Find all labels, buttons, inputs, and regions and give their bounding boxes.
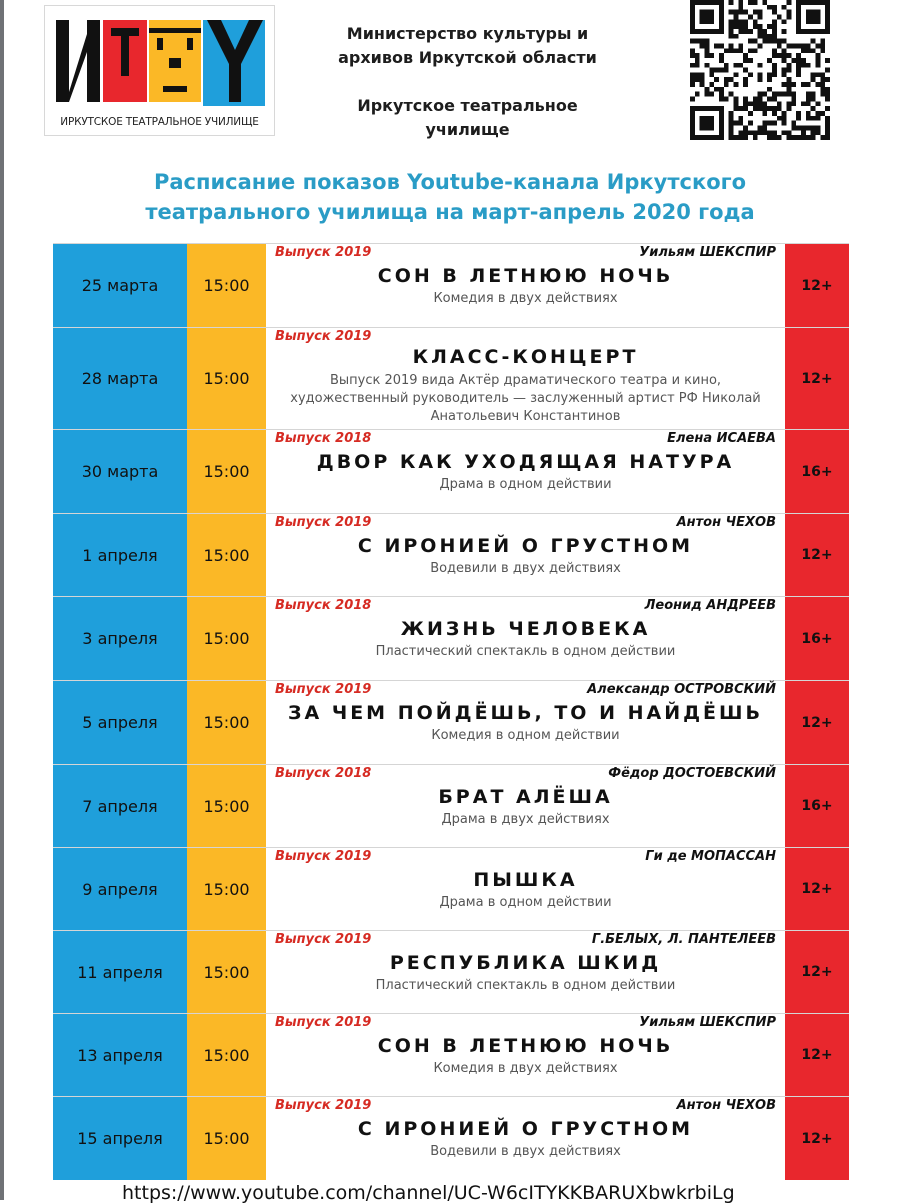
play-info [266,681,785,764]
play-title: БРАТ АЛЁША [438,786,613,808]
school-name [300,94,635,142]
release-year: Выпуск 2018 [275,766,372,781]
play-genre: Комедия в двух действиях [433,291,618,306]
schedule-row [53,1096,849,1180]
schedule-row [53,429,849,513]
play-title: РЕСПУБЛИКА ШКИД [389,952,662,974]
schedule-row [53,847,849,930]
play-info [266,514,785,596]
show-date: 3 апреля [53,597,187,680]
left-edge-rule [0,0,4,1200]
play-info [266,848,785,930]
show-date: 28 марта [53,328,187,429]
age-rating: 12+ [785,931,849,1013]
play-title: ПЫШКА [473,869,578,891]
age-rating: 12+ [785,514,849,596]
age-rating: 16+ [785,597,849,680]
play-author: Ги де МОПАССАН [645,849,776,864]
play-info [266,1014,785,1096]
show-time: 15:00 [187,514,266,596]
ministry-name [300,22,635,70]
play-author: Уильям ШЕКСПИР [639,245,776,260]
youtube-channel-link[interactable]: https://www.youtube.com/channel/UC-W6cITYKKBARUXbwkrbiLg [122,1182,735,1204]
show-date: 11 апреля [53,931,187,1013]
play-title: С ИРОНИЕЙ О ГРУСТНОМ [357,1118,694,1140]
show-time: 15:00 [187,765,266,847]
play-author: Антон ЧЕХОВ [676,515,776,530]
release-year: Выпуск 2018 [275,598,372,613]
schedule-row [53,327,849,429]
play-title: ДВОР КАК УХОДЯЩАЯ НАТУРА [316,451,735,473]
show-date: 15 апреля [53,1097,187,1180]
show-date: 30 марта [53,430,187,513]
schedule-row [53,1013,849,1096]
age-rating: 12+ [785,681,849,764]
play-info [266,430,785,513]
age-rating: 16+ [785,430,849,513]
schedule-row [53,680,849,764]
show-time: 15:00 [187,430,266,513]
play-title: СОН В ЛЕТНЮЮ НОЧЬ [377,1035,674,1057]
schedule-row [53,930,849,1013]
age-rating: 12+ [785,848,849,930]
release-year: Выпуск 2019 [275,515,372,530]
qr-code[interactable] [688,0,832,140]
age-rating: 12+ [785,244,849,327]
play-title: ЗА ЧЕМ ПОЙДЁШЬ, ТО И НАЙДЁШЬ [288,702,763,724]
play-title: КЛАСС-КОНЦЕРТ [412,346,639,368]
play-title: СОН В ЛЕТНЮЮ НОЧЬ [377,265,674,287]
show-time: 15:00 [187,931,266,1013]
age-rating: 12+ [785,328,849,429]
show-time: 15:00 [187,681,266,764]
play-title: ЖИЗНЬ ЧЕЛОВЕКА [400,618,651,640]
play-genre: Драма в одном действии [439,895,612,910]
show-time: 15:00 [187,848,266,930]
release-year: Выпуск 2019 [275,329,372,344]
show-date: 25 марта [53,244,187,327]
play-author: Фёдор ДОСТОЕВСКИЙ [608,766,776,781]
schedule-row [53,764,849,847]
show-time: 15:00 [187,1097,266,1180]
release-year: Выпуск 2019 [275,1098,372,1113]
age-rating: 12+ [785,1014,849,1096]
schedule-row [53,243,849,327]
schedule-row [53,596,849,680]
play-author: Леонид АНДРЕЕВ [644,598,776,613]
show-time: 15:00 [187,597,266,680]
school-line-2: училище [425,120,510,139]
play-genre: Водевили в двух действиях [430,1144,621,1159]
play-genre: Драма в двух действиях [441,812,610,827]
logo-caption: ИРКУТСКОЕ ТЕАТРАЛЬНОЕ УЧИЛИЩЕ [60,116,259,128]
play-author: Уильям ШЕКСПИР [639,1015,776,1030]
page-title-line-1: Расписание показов Youtube-канала Иркутского [153,170,747,194]
release-year: Выпуск 2019 [275,682,372,697]
age-rating: 16+ [785,765,849,847]
play-info [266,1097,785,1180]
show-date: 1 апреля [53,514,187,596]
play-author: Г.БЕЛЫХ, Л. ПАНТЕЛЕЕВ [591,932,776,947]
play-genre: Драма в одном действии [439,477,612,492]
school-logo [44,5,275,136]
play-genre: Комедия в двух действиях [433,1061,618,1076]
play-genre: Комедия в одном действии [431,728,620,743]
release-year: Выпуск 2018 [275,431,372,446]
play-info [266,328,785,429]
play-author: Елена ИСАЕВА [667,431,776,446]
play-genre: Водевили в двух действиях [430,561,621,576]
play-info [266,931,785,1013]
school-line-1: Иркутское театральное [357,96,578,115]
play-info [266,244,785,327]
age-rating: 12+ [785,1097,849,1180]
page-title-line-2: театрального училища на март-апрель 2020 года [145,200,755,224]
release-year: Выпуск 2019 [275,1015,372,1030]
show-date: 13 апреля [53,1014,187,1096]
ministry-line-2: архивов Иркутской области [338,48,597,67]
schedule-table [53,243,849,1180]
play-author: Антон ЧЕХОВ [676,1098,776,1113]
play-genre: Пластический спектакль в одном действии [375,978,676,993]
release-year: Выпуск 2019 [275,849,372,864]
play-info [266,765,785,847]
show-time: 15:00 [187,244,266,327]
play-info [266,597,785,680]
schedule-row [53,513,849,596]
show-date: 5 апреля [53,681,187,764]
show-time: 15:00 [187,1014,266,1096]
ministry-line-1: Министерство культуры и [346,24,589,43]
show-date: 9 апреля [53,848,187,930]
play-title: С ИРОНИЕЙ О ГРУСТНОМ [357,535,694,557]
show-time: 15:00 [187,328,266,429]
release-year: Выпуск 2019 [275,245,372,260]
play-genre: Пластический спектакль в одном действии [375,644,676,659]
release-year: Выпуск 2019 [275,932,372,947]
play-description: Выпуск 2019 вида Актёр драматического театра и кино, художественный руководитель — заслуженный артист РФ Николай Анатольевич Константинов [290,373,761,424]
play-author: Александр ОСТРОВСКИЙ [587,682,776,697]
show-date: 7 апреля [53,765,187,847]
